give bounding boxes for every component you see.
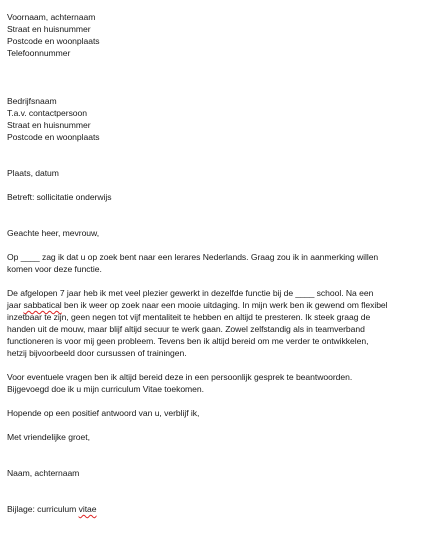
paragraph3-line1: Voor eventuele vragen ben ik altijd bereid deze in een persoonlijk gesprek te beantwoorden. (7, 372, 353, 382)
sender-postcode-city: Postcode en woonplaats (7, 36, 100, 46)
spellcheck-word-vitae: vitae (78, 504, 97, 514)
recipient-postcode-city: Postcode en woonplaats (7, 132, 100, 142)
subject-line: Betreft: sollicitatie onderwijs (7, 192, 112, 202)
sender-name: Voornaam, achternaam (7, 12, 96, 22)
signature-name: Naam, achternaam (7, 468, 80, 478)
attachment-prefix: Bijlage: curriculum (7, 504, 79, 514)
paragraph1-line2: komen voor deze functie. (7, 264, 102, 274)
paragraph2-line2-start: jaar (7, 300, 24, 310)
paragraph1-line1: Op ____ zag ik dat u op zoek bent naar een lerares Nederlands. Graag zou ik in aanmerking willen (7, 252, 379, 262)
recipient-attn: T.a.v. contactpersoon (7, 108, 87, 118)
paragraph2-line6: hetzij bijvoorbeeld door cursussen of trainingen. (7, 348, 187, 358)
spellcheck-word-sabbatical: sabbatical (23, 300, 62, 310)
attachment-line (7, 504, 97, 515)
place-date: Plaats, datum (7, 168, 59, 178)
salutation: Geachte heer, mevrouw, (7, 228, 100, 238)
recipient-company: Bedrijfsnaam (7, 96, 57, 106)
paragraph2-line5: functioneren is voor mij geen probleem. Tevens ben ik altijd bereid om me verder te ontwikkelen, (7, 336, 369, 346)
paragraph2-line2 (7, 300, 388, 311)
paragraph2-line4: handen uit de mouw, maar blijf altijd secuur te werk gaan. Zowel zelfstandig als in teamverband (7, 324, 365, 334)
closing-sentence: Hopende op een positief antwoord van u, verblijf ik, (7, 408, 200, 418)
sender-phone: Telefoonnummer (7, 48, 71, 58)
closing-greeting: Met vriendelijke groet, (7, 432, 90, 442)
recipient-street: Straat en huisnummer (7, 120, 91, 130)
paragraph2-line3: inzetbaar te zijn, geen negen tot vijf mentaliteit te hebben en altijd te presteren. Ik steek graag de (7, 312, 371, 322)
paragraph2-line2-end: ben ik weer op zoek naar een mooie uitdaging. In mijn werk ben ik gewend om flexibel (61, 300, 388, 310)
paragraph3-line2: Bijgevoegd doe ik u mijn curriculum Vitae toekomen. (7, 384, 204, 394)
paragraph2-line1: De afgelopen 7 jaar heb ik met veel plezier gewerkt in dezelfde functie bij de ____ school. Na een (7, 288, 374, 298)
sender-street: Straat en huisnummer (7, 24, 91, 34)
